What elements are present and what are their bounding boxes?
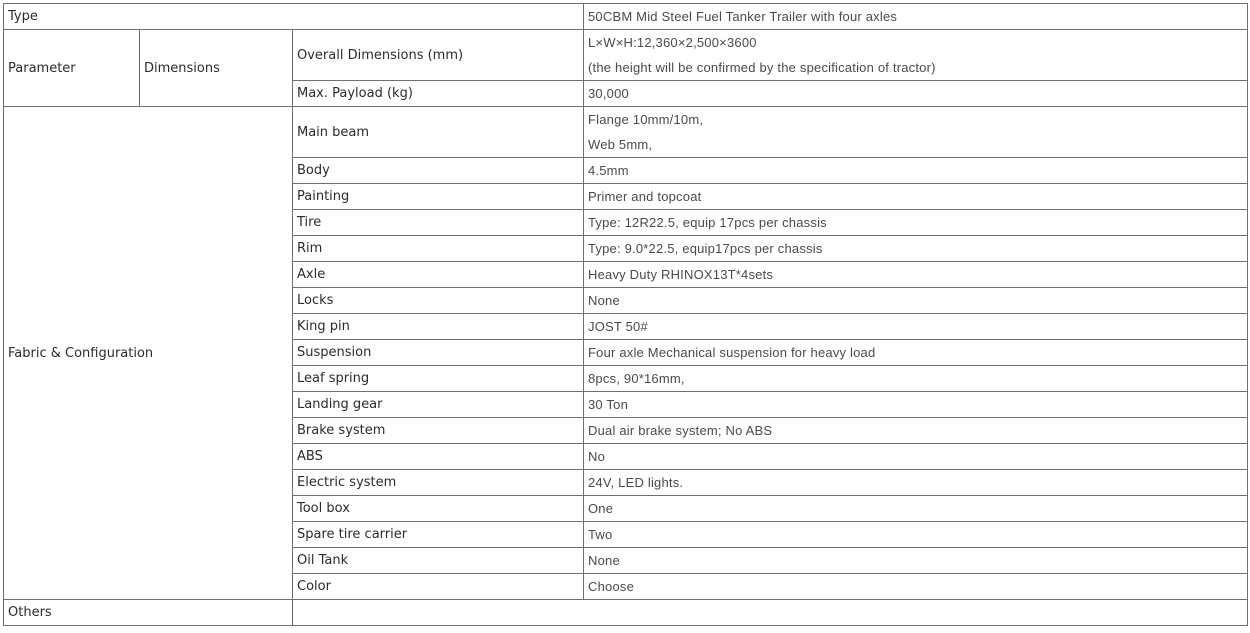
spec-value <box>584 522 1248 548</box>
spec-value-line: Type: 12R22.5, equip 17pcs per chassis <box>588 215 827 230</box>
spec-name: ABS <box>293 444 584 470</box>
spec-name: Overall Dimensions (mm) <box>293 30 584 81</box>
spec-value <box>584 30 1248 81</box>
spec-name: Electric system <box>293 470 584 496</box>
spec-name: King pin <box>293 314 584 340</box>
spec-value <box>584 236 1248 262</box>
fabric-row <box>4 107 1248 158</box>
spec-name: Tool box <box>293 496 584 522</box>
spec-value-line: One <box>588 501 614 516</box>
spec-value-line: 24V, LED lights. <box>588 475 684 490</box>
spec-value-line: 8pcs, 90*16mm, <box>588 371 685 386</box>
spec-value-line: (the height will be confirmed by the specification of tractor) <box>588 60 936 75</box>
spec-value-line: None <box>588 553 620 568</box>
others-row <box>4 600 1248 626</box>
spec-value-line: Type: 9.0*22.5, equip17pcs per chassis <box>588 241 823 256</box>
spec-value-line: Primer and topcoat <box>588 189 702 204</box>
spec-value-line: None <box>588 293 620 308</box>
spec-value <box>584 392 1248 418</box>
spec-value-line: Choose <box>588 579 635 594</box>
spec-value <box>584 314 1248 340</box>
type-value: 50CBM Mid Steel Fuel Tanker Trailer with four axles <box>584 4 1248 30</box>
fabric-label: Fabric & Configuration <box>4 107 293 600</box>
spec-name: Rim <box>293 236 584 262</box>
spec-value <box>584 107 1248 158</box>
spec-value-line: Flange 10mm/10m, <box>588 112 704 127</box>
spec-value <box>584 444 1248 470</box>
spec-name: Spare tire carrier <box>293 522 584 548</box>
spec-name: Suspension <box>293 340 584 366</box>
others-label: Others <box>4 600 293 626</box>
spec-value-line: 30,000 <box>588 86 629 101</box>
spec-name: Leaf spring <box>293 366 584 392</box>
spec-value-line: Two <box>588 527 613 542</box>
spec-value <box>584 184 1248 210</box>
spec-value <box>584 418 1248 444</box>
spec-value <box>584 158 1248 184</box>
spec-name: Axle <box>293 262 584 288</box>
spec-name: Locks <box>293 288 584 314</box>
parameter-label: Parameter <box>4 30 140 107</box>
parameter-row <box>4 30 1248 81</box>
type-label: Type <box>4 4 584 30</box>
spec-name: Color <box>293 574 584 600</box>
spec-value-line: Dual air brake system; No ABS <box>588 423 773 438</box>
spec-value <box>584 470 1248 496</box>
spec-value-line: Four axle Mechanical suspension for heavy load <box>588 345 876 360</box>
spec-value-line: Web 5mm, <box>588 137 653 152</box>
spec-name: Main beam <box>293 107 584 158</box>
spec-value <box>584 366 1248 392</box>
spec-name: Oil Tank <box>293 548 584 574</box>
spec-value <box>584 262 1248 288</box>
spec-value <box>584 496 1248 522</box>
others-value <box>293 600 1248 626</box>
spec-value <box>584 340 1248 366</box>
dimensions-label: Dimensions <box>140 30 293 107</box>
type-row <box>4 4 1248 30</box>
spec-name: Max. Payload (kg) <box>293 81 584 107</box>
spec-name: Tire <box>293 210 584 236</box>
spec-value-line: JOST 50# <box>588 319 648 334</box>
spec-name: Landing gear <box>293 392 584 418</box>
spec-value-line: No <box>588 449 606 464</box>
spec-value <box>584 81 1248 107</box>
spec-value-line: 4.5mm <box>588 163 629 178</box>
spec-value <box>584 288 1248 314</box>
spec-value <box>584 548 1248 574</box>
spec-value <box>584 574 1248 600</box>
spec-name: Painting <box>293 184 584 210</box>
spec-table <box>3 3 1248 626</box>
spec-value-line: L×W×H:12,360×2,500×3600 <box>588 35 757 50</box>
spec-value-line: Heavy Duty RHINOX13T*4sets <box>588 267 774 282</box>
spec-name: Brake system <box>293 418 584 444</box>
spec-name: Body <box>293 158 584 184</box>
spec-value <box>584 210 1248 236</box>
spec-value-line: 30 Ton <box>588 397 628 412</box>
